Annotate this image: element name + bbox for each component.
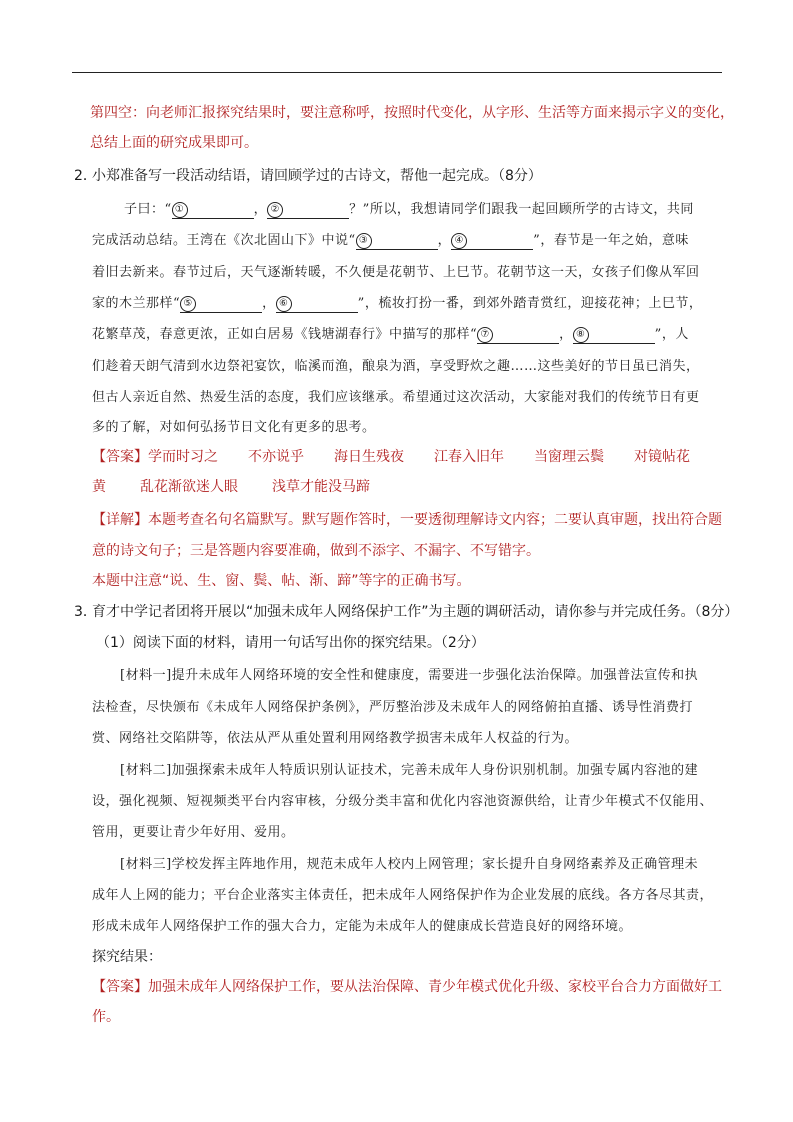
blank-8[interactable]: ⑧ [573,327,655,344]
material3-line1: [材料三]学校发挥主阵地作用，规范未成年人校内上网管理；家长提升自身网络素养及正确管理未 [120,857,699,872]
blank-3[interactable]: ③ [356,233,438,250]
blank-2[interactable]: ② [267,202,349,219]
q3-sub1: （1）阅读下面的材料，请用一句话写出你的探究结果。（2分） [96,635,485,651]
passage-line-6: 们趁着天朗气清到水边祭祀宴饮，临溪而渔，酿泉为酒，享受野炊之趣……这些美好的节日虽已消失， [92,359,700,374]
q2-note: 本题中注意“说、生、窗、鬓、帖、渐、蹄”等字的正确书写。 [92,573,471,589]
material2-line1: [材料二]加强探索未成年人特质识别认证技术，完善未成年人身份识别机制。加强专属内容池的建 [120,763,699,778]
q2-answer-line-2: 黄 乱花渐欲迷人眼 浅草才能没马蹄 [92,479,370,495]
q3-number: 3． [74,604,97,620]
q2-detail-line-2: 意的诗文句子；三是答题内容要准确，做到不添字、不漏字、不写错字。 [92,543,540,559]
passage-line-2: 完成活动总结。王湾在《次北固山下》中说“ ③ ， ④ ”，春节是一年之始，意味 [92,233,689,248]
q2-answer-line-1: 【答案】学而时习之 不亦说乎 海日生残夜 江春入旧年 当窗理云鬓 对镜帖花 [92,449,690,465]
passage-line-3: 着旧去新来。春节过后，天气逐渐转暖，不久便是花朝节、上巳节。花朝节这一天，女孩子们像从军回 [92,265,700,280]
q2-detail-line-1: 【详解】本题考查名句名篇默写。默写题作答时，一要透彻理解诗文内容；二要认真审题，找出符合题 [92,512,722,528]
passage-line-5: 花繁草茂，春意更浓，正如白居易《钱塘湖春行》中描写的那样“ ⑦ ， ⑧ ”，人 [92,327,689,342]
material2-line2: 设，强化视频、短视频类平台内容审核，分级分类丰富和优化内容池资源供给，让青少年模式不仅能用、 [92,794,714,809]
material1-line1: [材料一]提升未成年人网络环境的安全性和健康度，需要进一步强化法治保障。加强普法宣传和执 [120,668,699,683]
q3-answer-line-2: 作。 [92,1009,120,1025]
blank-7[interactable]: ⑦ [477,327,559,344]
header-rule [72,72,722,73]
q3-answer-line-1: 【答案】加强未成年人网络保护工作，要从法治保障、青少年模式优化升级、家校平台合力方面做好工 [92,979,722,995]
blank-5[interactable]: ⑤ [180,296,262,313]
material3-line3: 形成未成年人网络保护工作的强大合力，定能为未成年人的健康成长营造良好的网络环境。 [92,919,633,934]
step4-line1: 第四空：向老师汇报探究结果时，要注意称呼，按照时代变化，从字形、生活等方面来揭示字义的变化， [90,105,734,121]
blank-4[interactable]: ④ [451,233,533,250]
passage-line-8: 多的了解，对如何弘扬节日文化有更多的思考。 [92,420,376,435]
material3-line2: 成年人上网的能力；平台企业落实主体责任，把未成年人网络保护作为企业发展的底线。各方各尽其责， [92,888,714,903]
material2-line3: 管用，更要让青少年好用、爱用。 [92,825,295,840]
material1-line3: 赏、网络社交陷阱等，依法从严从重处置利用网络教学损害未成年人权益的行为。 [92,731,579,746]
passage-line-4: 家的木兰那样“ ⑤ ， ⑥ ”，梳妆打扮一番，到郊外踏青赏红，迎接花神；上巳节， [92,296,703,311]
q2-number: 2． [74,168,97,184]
blank-6[interactable]: ⑥ [276,296,358,313]
material1-line2: 法检查，尽快颁布《未成年人网络保护条例》，严厉整治涉及未成年人的网络俯拍直播、诱导性消费打 [92,700,694,715]
step4-line2: 总结上面的研究成果即可。 [90,135,258,151]
q2-prompt: 小郑准备写一段活动结语，请回顾学过的古诗文，帮他一起完成。（8分） [92,168,542,184]
blank-1[interactable]: ① [172,202,254,219]
result-label: 探究结果： [92,949,162,965]
passage-line-7: 但古人亲近自然、热爱生活的态度，我们应该继承。希望通过这次活动，大家能对我们的传统节日有更 [92,390,700,405]
q3-prompt: 育才中学记者团将开展以“加强未成年人网络保护工作”为主题的调研活动，请你参与并完成任务。（8分） [92,604,739,620]
passage-line-1: 子曰：“ ① ， ② ？”所以，我想请同学们跟我一起回顾所学的古诗文，共同 [124,202,694,217]
